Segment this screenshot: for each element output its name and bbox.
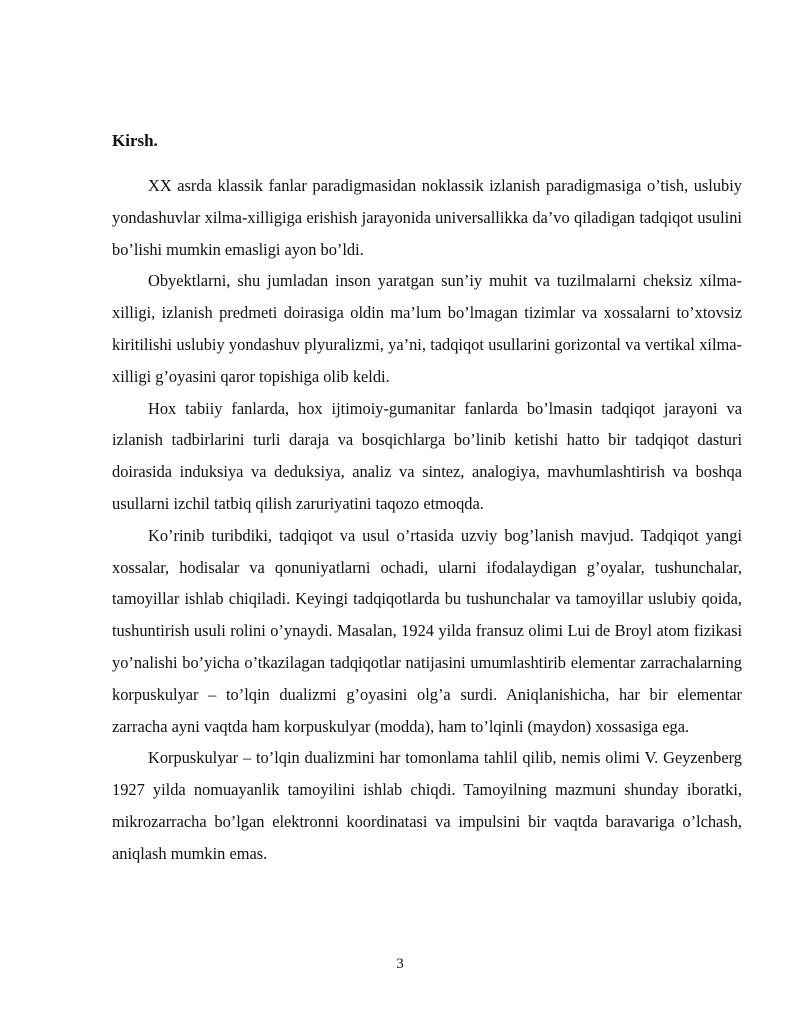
section-heading: Kirsh. [112,131,158,150]
paragraph-5: Korpuskulyar – to’lqin dualizmini har tomonlama tahlil qilib, nemis olimi V. Geyzenberg 1927 yilda nomuayanlik tamoyilini ishlab chiqdi. Tamoyilning mazmuni shunday iboratki, mikrozarracha bo’lgan elektronni koordinatasi va impulsini bir vaqtda baravariga o’lchash, aniqlash mumkin emas. [112,748,742,863]
paragraph-4: Ko’rinib turibdiki, tadqiqot va usul o’rtasida uzviy bog’lanish mavjud. Tadqiqot yangi xossalar, hodisalar va qonuniyatlarni ochadi, ularni ifodalaydigan g’oyalar, tushunchalar, tamoyillar ishlab chiqiladi. Keyingi tadqiqotlarda bu tushunchalar va tamoyillar uslubiy qoida, tushuntirish usuli rolini o’ynaydi. Masalan, 1924 yilda fransuz olimi Lui de Broyl atom fizikasi yo’nalishi bo’yicha o’tkazilagan tadqiqotlar natijasini umumlashtirib elementar zarrachalarning korpuskulyar – to’lqin dualizmi g’oyasini olg’a surdi. Aniqlanishicha, har bir elementar zarracha ayni vaqtda ham korpuskulyar (modda), ham to’lqinli (maydon) xossasiga ega. [112,525,742,736]
paragraph-2: Obyektlarni, shu jumladan inson yaratgan sun’iy muhit va tuzilmalarni cheksiz xilma-xilligi, izlanish predmeti doirasiga oldin ma’lum bo’lmagan tizimlar va xossalarni to’xtovsiz kiritilishi uslubiy yondashuv plyuralizmi, ya’ni, tadqiqot usullarini gorizontal va vertikal xilma-xilligi g’oyasini qaror topishiga olib keldi. [112,271,742,386]
page-number: 3 [396,956,404,972]
body-text [112,170,742,870]
paragraph-1: XX asrda klassik fanlar paradigmasidan noklassik izlanish paradigmasiga o’tish, uslubiy yondashuvlar xilma-xilligiga erishish jarayonida universallikka da’vo qiladigan tadqiqot usulini bo’lishi mumkin emasligi ayon bo’ldi. [112,176,742,259]
paragraph-3: Hox tabiiy fanlarda, hox ijtimoiy-gumanitar fanlarda bo’lmasin tadqiqot jarayoni va izlanish tadbirlarini turli daraja va bosqichlarga bo’linib ketishi hatto bir tadqiqot dasturi doirasida induksiya va deduksiya, analiz va sintez, analogiya, mavhumlashtirish va boshqa usullarni izchil tatbiq qilish zaruriyatini taqozo etmoqda. [112,398,742,513]
